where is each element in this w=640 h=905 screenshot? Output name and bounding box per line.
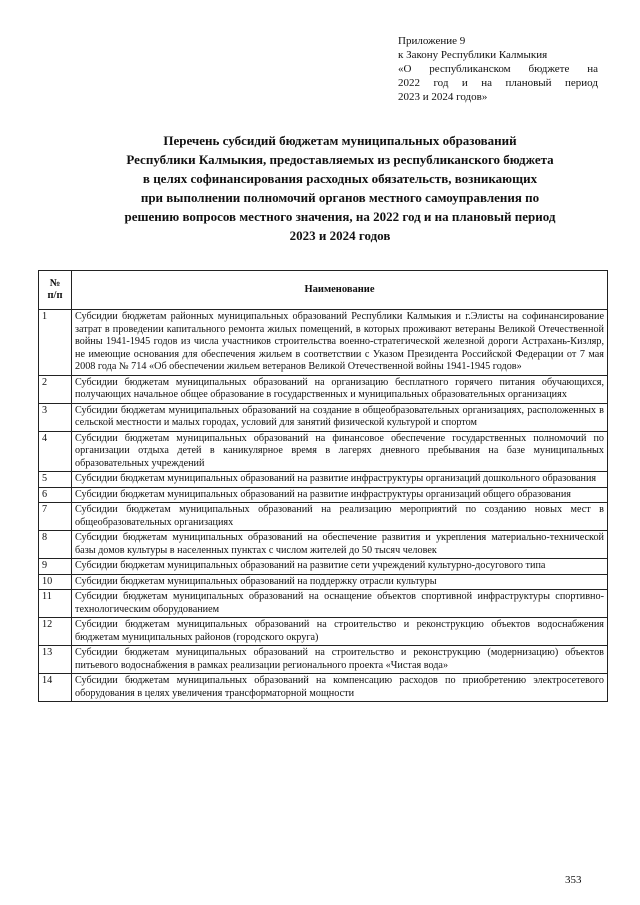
table-row bbox=[39, 590, 608, 618]
row-number: 7 bbox=[39, 503, 72, 531]
appendix-line: к Закону Республики Калмыкия bbox=[398, 49, 548, 61]
appendix-word: бюджете bbox=[528, 63, 570, 75]
row-number: 12 bbox=[39, 618, 72, 646]
table-row bbox=[39, 618, 608, 646]
appendix-word: 2022 bbox=[398, 77, 420, 89]
row-number: 4 bbox=[39, 431, 72, 472]
appendix-line-justified bbox=[398, 62, 598, 76]
title-line: Перечень субсидий бюджетам муниципальных образований bbox=[163, 133, 517, 148]
appendix-word: «О bbox=[398, 63, 412, 75]
title-line: решению вопросов местного значения, на 2022 год и на плановый период bbox=[124, 209, 556, 224]
table-row bbox=[39, 375, 608, 403]
title-line: при выполнении полномочий органов местного самоуправления по bbox=[140, 190, 540, 205]
appendix-word: плановый bbox=[505, 77, 552, 89]
title-line: в целях софинансирования расходных обязательств, возникающих bbox=[142, 171, 538, 186]
title-line: Республики Калмыкия, предоставляемых из республиканского бюджета bbox=[126, 152, 554, 167]
row-name: Субсидии бюджетам муниципальных образований на организацию бесплатного горячего питания обучающихся, получающих начальное общее образование в государственных и муниципальных образовательных организациях bbox=[72, 375, 608, 403]
header-number-abbr: п/п bbox=[47, 290, 63, 301]
appendix-line: Приложение 9 bbox=[398, 35, 466, 47]
row-name: Субсидии бюджетам муниципальных образований на развитие инфраструктуры организаций общего образования bbox=[72, 487, 608, 503]
table-row bbox=[39, 646, 608, 674]
row-number: 2 bbox=[39, 375, 72, 403]
row-number: 14 bbox=[39, 674, 72, 702]
appendix-word: на bbox=[587, 63, 598, 75]
appendix-word: республиканском bbox=[429, 63, 511, 75]
row-number: 6 bbox=[39, 487, 72, 503]
table-row bbox=[39, 487, 608, 503]
row-name: Субсидии бюджетам муниципальных образований на строительство и реконструкцию объектов водоснабжения бюджетам муниципальных районов (городского округа) bbox=[72, 618, 608, 646]
row-name: Субсидии бюджетам муниципальных образований на компенсацию расходов по приобретению электросетевого оборудования в целях увеличения трансформаторной мощности bbox=[72, 674, 608, 702]
row-name: Субсидии бюджетам муниципальных образований на создание в общеобразовательных организациях, расположенных в сельской местности и малых городах, условий для занятий физической культурой и спортом bbox=[72, 403, 608, 431]
row-name: Субсидии бюджетам районных муниципальных образований Республики Калмыкия и г.Элисты на софинансирование затрат в проведении капитального ремонта жилых помещений, в которых проживают ветераны Великой Отечественной войны 1941-1945 годов из числа участников строительства военно-стратегической железной дороги Астрахань-Кизляр, не имеющие основания для обеспечения жильем в соответствии с Указом Президента Российской Федерации от 7 мая 2008 года № 714 «Об обеспечении жильем ветеранов Великой Отечественной войны 1941-1945 годов» bbox=[72, 310, 608, 376]
table-body bbox=[39, 310, 608, 702]
table-row bbox=[39, 674, 608, 702]
row-number: 11 bbox=[39, 590, 72, 618]
table-row bbox=[39, 574, 608, 590]
row-number: 1 bbox=[39, 310, 72, 376]
header-name: Наименование bbox=[72, 271, 608, 310]
row-number: 8 bbox=[39, 531, 72, 559]
row-name: Субсидии бюджетам муниципальных образований на оснащение объектов спортивной инфраструктуры спортивно-технологическим оборудованием bbox=[72, 590, 608, 618]
subsidies-table bbox=[38, 270, 608, 702]
table-row bbox=[39, 559, 608, 575]
header-number bbox=[39, 271, 72, 310]
table-row bbox=[39, 310, 608, 376]
title-line: 2023 и 2024 годов bbox=[289, 228, 391, 243]
row-name: Субсидии бюджетам муниципальных образований на строительство и реконструкцию (модернизацию) объектов питьевого водоснабжения в рамках реализации регионального проекта «Чистая вода» bbox=[72, 646, 608, 674]
appendix-word: год bbox=[433, 77, 449, 89]
table-row bbox=[39, 431, 608, 472]
row-name: Субсидии бюджетам муниципальных образований на развитие инфраструктуры организаций дошкольного образования bbox=[72, 472, 608, 488]
row-name: Субсидии бюджетам муниципальных образований на развитие сети учреждений культурно-досугового типа bbox=[72, 559, 608, 575]
appendix-word: период bbox=[565, 77, 598, 89]
table-row bbox=[39, 472, 608, 488]
table-row bbox=[39, 503, 608, 531]
row-number: 10 bbox=[39, 574, 72, 590]
page-number: 353 bbox=[565, 874, 582, 886]
appendix-block bbox=[398, 34, 598, 104]
document-title bbox=[70, 131, 610, 245]
row-number: 13 bbox=[39, 646, 72, 674]
row-name: Субсидии бюджетам муниципальных образований на реализацию мероприятий по созданию новых мест в общеобразовательных организациях bbox=[72, 503, 608, 531]
header-number-sign: № bbox=[49, 278, 61, 289]
row-name: Субсидии бюджетам муниципальных образований на поддержку отрасли культуры bbox=[72, 574, 608, 590]
table-row bbox=[39, 403, 608, 431]
appendix-line-justified bbox=[398, 76, 598, 90]
row-name: Субсидии бюджетам муниципальных образований на обеспечение развития и укрепления материально-технической базы домов культуры в населенных пунктах с числом жителей до 50 тысяч человек bbox=[72, 531, 608, 559]
appendix-line: 2023 и 2024 годов» bbox=[398, 91, 488, 103]
row-number: 5 bbox=[39, 472, 72, 488]
row-number: 3 bbox=[39, 403, 72, 431]
appendix-word: на bbox=[481, 77, 493, 89]
row-name: Субсидии бюджетам муниципальных образований на финансовое обеспечение государственных полномочий по организации отдыха детей в каникулярное время в лагерях дневного пребывания на базе муниципальных образовательных учреждений bbox=[72, 431, 608, 472]
appendix-word: и bbox=[461, 77, 468, 89]
table-header-row bbox=[39, 271, 608, 310]
table-row bbox=[39, 531, 608, 559]
row-number: 9 bbox=[39, 559, 72, 575]
